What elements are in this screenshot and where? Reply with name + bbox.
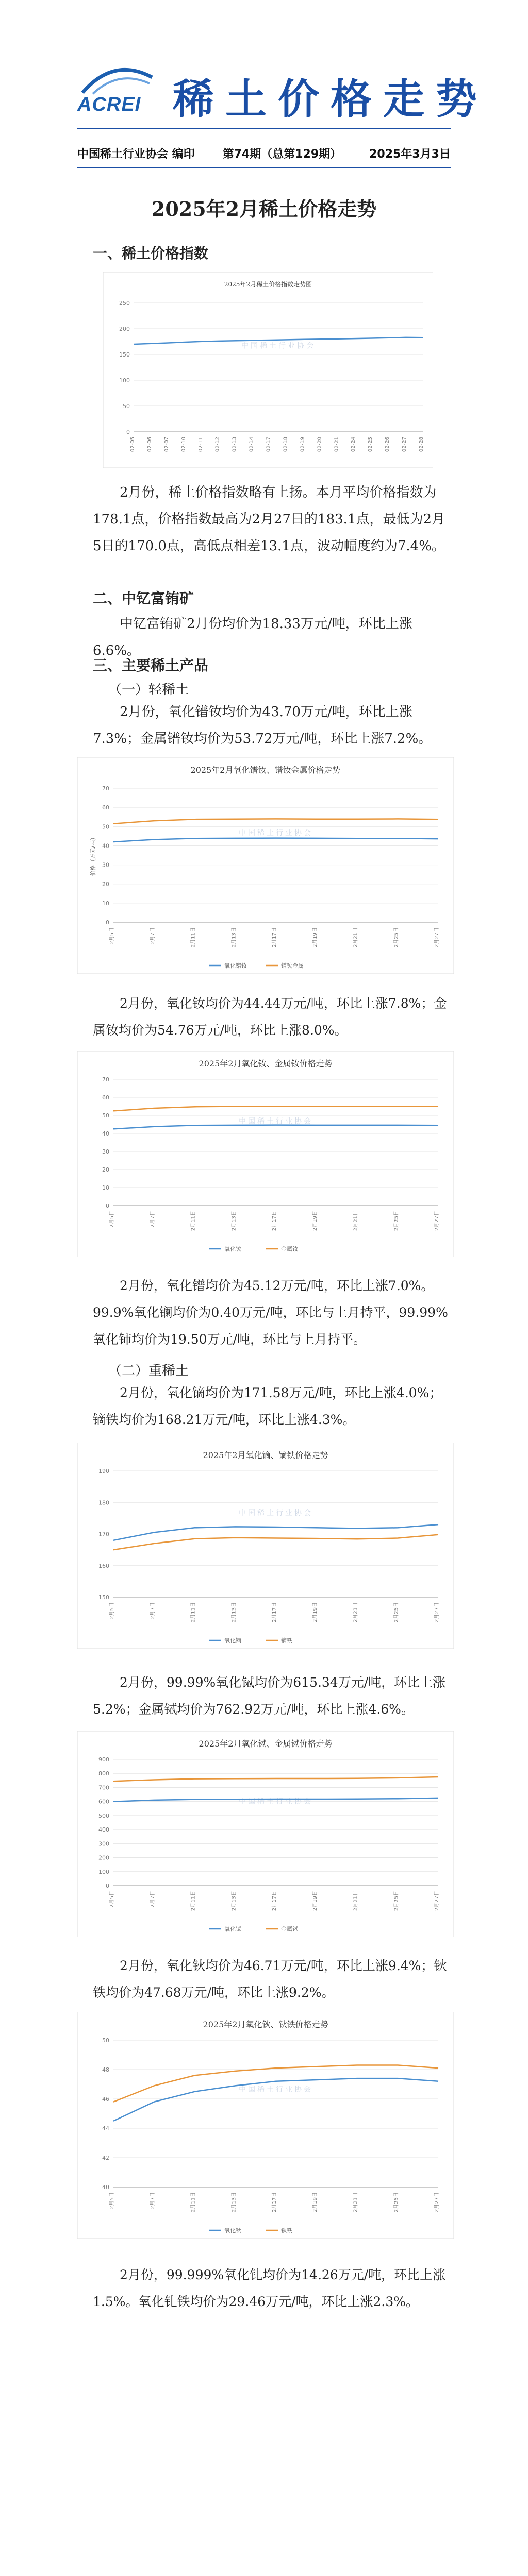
issue-line [77, 145, 451, 161]
x-tick-label: 2月5日 [109, 1211, 115, 1228]
y-tick-label: 200 [98, 1854, 109, 1861]
y-tick-label: 50 [102, 823, 109, 831]
paragraph-pr: 2月份，氧化镨均价为45.12万元/吨，环比上涨7.0%。99.9%氧化镧均价为0.40万元/吨，环比与上月持平，99.99%氧化铈均价为19.50万元/吨，环比与上月持平。 [93, 1278, 448, 1347]
legend-label: 钬铁 [281, 2227, 292, 2234]
y-tick-label: 60 [102, 1094, 109, 1101]
x-tick-label: 2月17日 [272, 1891, 277, 1911]
watermark-text: 中国稀土行业协会 [239, 2085, 313, 2094]
chart-price-index [103, 272, 433, 468]
y-tick-label: 70 [102, 1076, 109, 1083]
y-tick-label: 0 [106, 1202, 109, 1209]
y-tick-label: 50 [102, 1112, 109, 1119]
x-tick-label: 02-06 [146, 437, 153, 452]
x-tick-label: 2月21日 [353, 927, 359, 948]
x-tick-label: 02-25 [368, 437, 374, 452]
x-tick-label: 2月19日 [312, 1211, 318, 1231]
masthead-rule-top [77, 128, 451, 129]
paragraph-ore: 中钇富铕矿2月份均价为18.33万元/吨，环比上涨6.6%。 [93, 616, 412, 658]
x-tick-label: 2月19日 [312, 1602, 318, 1623]
x-tick-label: 2月13日 [231, 2192, 237, 2213]
x-tick-label: 2月13日 [231, 1211, 237, 1231]
section-heading-products: 三、主要稀土产品 [93, 657, 209, 674]
paragraph-prnd: 2月份，氧化镨钕均价为43.70万元/吨，环比上涨7.3%；金属镨钕均价为53.72万元/吨，环比上涨7.2%。 [93, 704, 432, 747]
watermark-text: 中国稀土行业协会 [239, 1509, 313, 1517]
x-tick-label: 2月17日 [272, 1211, 277, 1231]
y-tick-label: 250 [119, 300, 130, 307]
x-tick-label: 2月21日 [353, 1211, 359, 1231]
paragraph-gd: 2月份，99.999%氧化钆均价为14.26万元/吨，环比上涨1.5%。氧化钆铁均价为29.46万元/吨，环比上涨2.3%。 [93, 2267, 446, 2309]
issue-number: 第74期（总第129期） [222, 148, 342, 161]
y-tick-label: 150 [119, 351, 130, 358]
legend-label: 金属铽 [281, 1926, 298, 1933]
chart-dy [77, 1443, 454, 1649]
x-tick-label: 02-05 [130, 437, 136, 452]
y-tick-label: 100 [98, 1868, 109, 1875]
x-tick-label: 2月21日 [353, 2192, 359, 2213]
paragraph-ho: 2月份，氧化钬均价为46.71万元/吨，环比上涨9.4%；钬铁均价为47.68万元/吨，环比上涨9.2%。 [93, 1958, 447, 2000]
y-tick-label: 10 [102, 1184, 109, 1191]
publisher: 中国稀土行业协会 编印 [77, 148, 195, 161]
x-tick-label: 2月5日 [109, 1891, 115, 1908]
x-tick-label: 02-14 [249, 437, 255, 452]
section-heading-ore: 二、中钇富铕矿 [93, 590, 194, 607]
x-tick-label: 2月25日 [393, 1602, 400, 1623]
y-tick-label: 500 [98, 1812, 109, 1819]
watermark-text: 中国稀土行业协会 [241, 342, 316, 350]
y-tick-label: 700 [98, 1784, 109, 1791]
y-tick-label: 180 [98, 1499, 109, 1506]
chart-ho [77, 2012, 454, 2239]
paragraph-index: 2月份，稀土价格指数略有上扬。本月平均价格指数为178.1点，价格指数最高为2月27日的183.1点，最低为2月5日的170.0点，高低点相差13.1点，波动幅度约为7.4%。 [93, 485, 446, 554]
report-title: 2025年2月稀土价格走势 [151, 197, 377, 221]
y-tick-label: 30 [102, 1148, 109, 1155]
watermark-text: 中国稀土行业协会 [239, 1797, 313, 1806]
subsection-light: （一）轻稀土 [108, 682, 189, 698]
y-tick-label: 20 [102, 880, 109, 888]
y-tick-label: 190 [98, 1468, 109, 1475]
x-tick-label: 2月17日 [272, 2192, 277, 2213]
y-tick-label: 44 [102, 2125, 109, 2132]
x-tick-label: 2月7日 [150, 1891, 156, 1908]
legend-label: 金属钕 [281, 1246, 298, 1252]
y-tick-label: 70 [102, 785, 109, 792]
y-tick-label: 100 [119, 377, 130, 384]
x-tick-label: 02-07 [163, 437, 170, 452]
x-tick-label: 02-24 [351, 437, 357, 452]
x-tick-label: 2月11日 [190, 2192, 196, 2213]
paragraph-nd: 2月份，氧化钕均价为44.44万元/吨，环比上涨7.8%；金属钕均价为54.76万元/吨，环比上涨8.0%。 [93, 996, 447, 1038]
y-tick-label: 20 [102, 1166, 109, 1173]
y-tick-label: 600 [98, 1798, 109, 1805]
y-tick-label: 200 [119, 326, 130, 332]
y-tick-label: 0 [106, 1883, 109, 1889]
x-tick-label: 2月5日 [109, 2192, 115, 2209]
x-tick-label: 2月7日 [150, 2192, 156, 2209]
x-tick-label: 2月25日 [393, 1891, 400, 1911]
y-tick-label: 40 [102, 2184, 109, 2191]
legend-label: 氧化镨钕 [224, 962, 247, 969]
x-tick-label: 2月13日 [231, 927, 237, 948]
x-tick-label: 2月27日 [434, 1602, 440, 1623]
x-tick-label: 02-27 [402, 437, 408, 452]
x-tick-label: 2月25日 [393, 1211, 400, 1231]
y-tick-label: 800 [98, 1770, 109, 1777]
masthead [0, 0, 528, 129]
x-tick-label: 02-28 [419, 437, 424, 452]
masthead-title: 稀土价格走势 [173, 75, 488, 123]
watermark-text: 中国稀土行业协会 [239, 1117, 313, 1126]
y-tick-label: 60 [102, 804, 109, 811]
x-tick-label: 2月7日 [150, 1602, 156, 1619]
x-tick-label: 2月19日 [312, 2192, 318, 2213]
y-tick-label: 40 [102, 1130, 109, 1137]
y-tick-label: 300 [98, 1840, 109, 1848]
x-tick-label: 2月5日 [109, 1602, 115, 1619]
logo-text: ACREI [77, 94, 141, 115]
chart-title: 2025年2月氧化钕、金属钕价格走势 [199, 1059, 333, 1069]
y-tick-label: 48 [102, 2066, 109, 2073]
x-tick-label: 2月5日 [109, 927, 115, 944]
x-tick-label: 2月21日 [353, 1602, 359, 1623]
chart-tb [77, 1731, 454, 1937]
issue-date: 2025年3月3日 [369, 148, 451, 161]
y-tick-label: 400 [98, 1826, 109, 1834]
y-tick-label: 0 [126, 429, 130, 435]
x-tick-label: 2月19日 [312, 1891, 318, 1911]
chart-prnd [77, 757, 454, 974]
y-tick-label: 10 [102, 900, 109, 907]
logo-swoosh-icon [77, 62, 155, 98]
x-tick-label: 02-10 [180, 437, 187, 452]
x-tick-label: 2月7日 [150, 927, 156, 944]
x-tick-label: 2月11日 [190, 1211, 196, 1231]
x-tick-label: 02-21 [334, 437, 340, 452]
x-tick-label: 2月13日 [231, 1602, 237, 1623]
subsection-heavy: （二）重稀土 [108, 1363, 189, 1379]
y-tick-label: 0 [106, 919, 109, 926]
watermark-text: 中国稀土行业协会 [239, 829, 313, 837]
x-tick-label: 02-13 [232, 437, 238, 452]
chart-title: 2025年2月稀土价格指数走势图 [224, 281, 312, 288]
masthead-rule-bottom [77, 167, 451, 168]
legend-label: 氧化铽 [224, 1926, 241, 1933]
chart-title: 2025年2月氧化钬、钬铁价格走势 [203, 2020, 328, 2029]
x-tick-label: 2月11日 [190, 1602, 196, 1623]
legend-label: 氧化镝 [224, 1637, 241, 1644]
x-tick-label: 2月17日 [272, 1602, 277, 1623]
y-tick-label: 40 [102, 842, 109, 850]
y-axis-label: 价格（万元/吨） [90, 834, 96, 876]
x-tick-label: 02-12 [214, 437, 221, 452]
y-tick-label: 42 [102, 2155, 109, 2161]
acrei-logo [77, 62, 155, 118]
x-tick-label: 2月27日 [434, 1211, 440, 1231]
y-tick-label: 30 [102, 861, 109, 869]
x-tick-label: 2月13日 [231, 1891, 237, 1911]
x-tick-label: 2月19日 [312, 927, 318, 948]
y-tick-label: 50 [123, 403, 130, 410]
legend-label: 镝铁 [281, 1637, 292, 1644]
chart-nd [77, 1051, 454, 1257]
x-tick-label: 2月17日 [272, 927, 277, 948]
x-tick-label: 02-20 [317, 437, 323, 452]
x-tick-label: 2月11日 [190, 927, 196, 948]
y-tick-label: 160 [98, 1562, 109, 1569]
x-tick-label: 2月25日 [393, 2192, 400, 2213]
y-tick-label: 150 [98, 1594, 109, 1601]
y-tick-label: 170 [98, 1531, 109, 1538]
section-heading-index: 一、稀土价格指数 [93, 245, 209, 262]
x-tick-label: 02-26 [385, 437, 391, 452]
legend-label: 氧化钕 [224, 1246, 241, 1252]
x-tick-label: 2月11日 [190, 1891, 196, 1911]
chart-title: 2025年2月氧化镝、镝铁价格走势 [203, 1450, 328, 1460]
y-tick-label: 50 [102, 2037, 109, 2044]
x-tick-label: 2月25日 [393, 927, 400, 948]
x-tick-label: 2月27日 [434, 2192, 440, 2213]
x-tick-label: 02-11 [197, 437, 204, 452]
x-tick-label: 2月27日 [434, 927, 440, 948]
paragraph-tb: 2月份，99.99%氧化铽均价为615.34万元/吨，环比上涨5.2%；金属铽均价为762.92万元/吨，环比上涨4.6%。 [93, 1675, 446, 1717]
x-tick-label: 02-17 [266, 437, 272, 452]
x-tick-label: 2月7日 [150, 1211, 156, 1228]
legend-label: 镨钕金属 [281, 962, 304, 969]
chart-title: 2025年2月氧化铽、金属铽价格走势 [199, 1739, 333, 1749]
x-tick-label: 02-19 [300, 437, 306, 452]
paragraph-dy: 2月份，氧化镝均价为171.58万元/吨，环比上涨4.0%；镝铁均价为168.21万元/吨，环比上涨4.3%。 [93, 1385, 442, 1427]
y-tick-label: 46 [102, 2096, 109, 2103]
chart-title: 2025年2月氧化镨钕、镨钕金属价格走势 [190, 765, 341, 775]
legend-label: 氧化钬 [224, 2227, 241, 2234]
x-tick-label: 2月21日 [353, 1891, 359, 1911]
y-tick-label: 900 [98, 1756, 109, 1763]
x-tick-label: 02-18 [283, 437, 289, 452]
x-tick-label: 2月27日 [434, 1891, 440, 1911]
